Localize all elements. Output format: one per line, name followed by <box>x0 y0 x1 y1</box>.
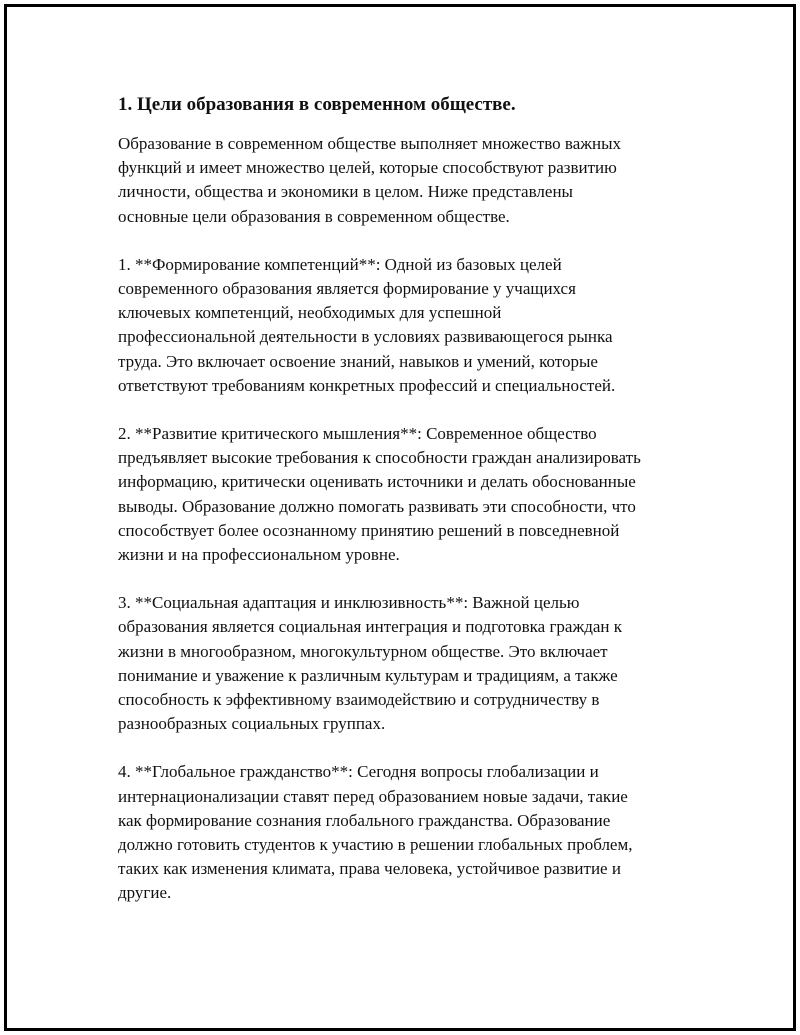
document-body <box>118 92 693 930</box>
goal-competencies-paragraph: 1. **Формирование компетенций**: Одной из базовых целей современного образования является формирование у учащихся ключевых компетенций, необходимых для успешной профессиональной деятельности в условиях развивающегося рынка труда. Это включает освоение знаний, навыков и умений, которые ответствуют требованиям конкретных профессий и специальностей. <box>118 254 616 395</box>
goal-social-adaptation-paragraph: 3. **Социальная адаптация и инклюзивность**: Важной целью образования является социальная интеграция и подготовка граждан к жизни в многообразном, многокультурном обществе. Это включает понимание и уважение к различным культурам и традициям, а также способность к эффективному взаимодействию и сотрудничеству в разнообразных социальных группах. <box>118 593 623 734</box>
goal-critical-thinking-paragraph: 2. **Развитие критического мышления**: Современное общество предъявляет высокие требования к способности граждан анализировать информацию, критически оценивать источники и делать обоснованные выводы. Образование должно помогать развивать эти способности, что способствует более осознанному принятию решений в повседневной жизни и на профессиональном уровне. <box>118 424 641 565</box>
section-heading: 1. Цели образования в современном обществе. <box>118 94 516 115</box>
goal-global-citizenship-paragraph: 4. **Глобальное гражданство**: Сегодня вопросы глобализации и интернационализации ставят перед образованием новые задачи, такие как формирование сознания глобального гражданства. Образование должно готовить студентов к участию в решении глобальных проблем, таких как изменения климата, права человека, устойчивое развитие и другие. <box>118 762 633 903</box>
intro-paragraph: Образование в современном обществе выполняет множество важных функций и имеет множество целей, которые способствуют развитию личности, общества и экономики в целом. Ниже представлены основные цели образования в современном обществе. <box>118 134 622 226</box>
